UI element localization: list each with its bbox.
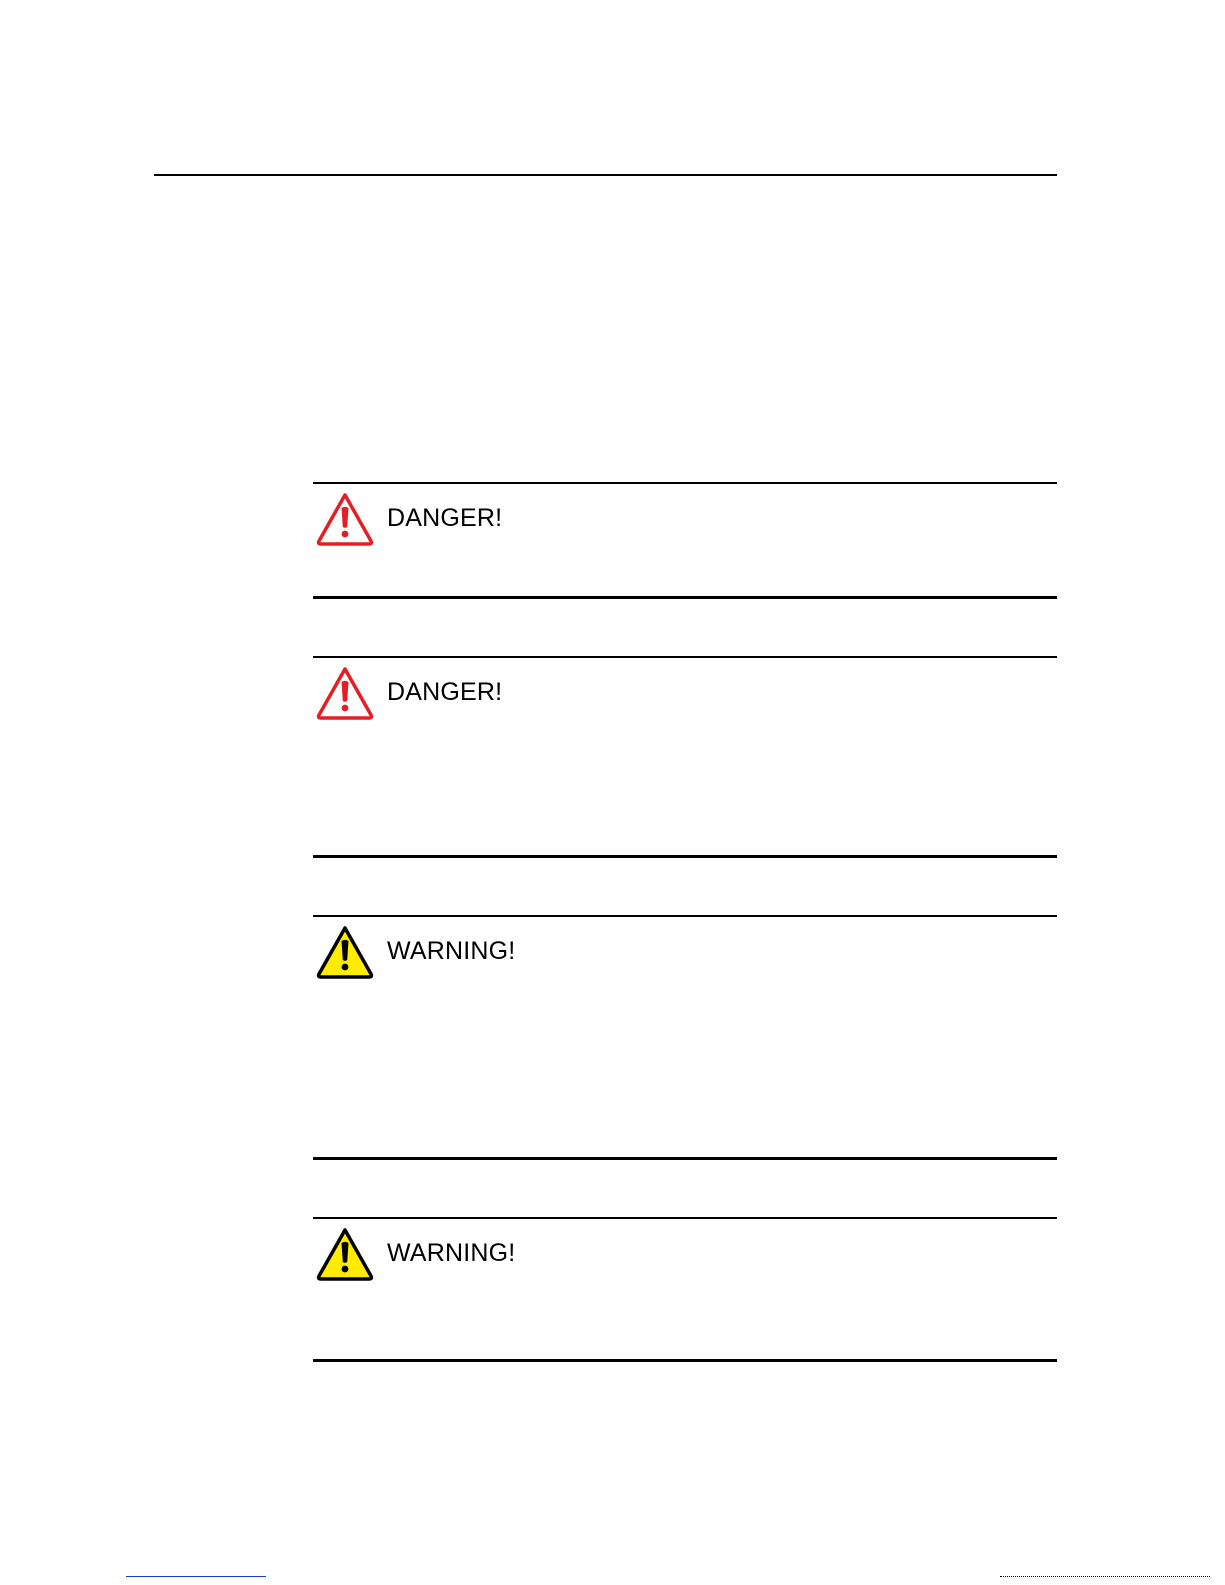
warning-notice [313, 915, 1057, 1160]
danger-warning-triangle-icon [315, 491, 375, 547]
footer-rule-fragment [1000, 1576, 1210, 1577]
danger-notice [313, 656, 1057, 858]
notice-label: WARNING! [387, 1239, 516, 1267]
notice-label: DANGER! [387, 504, 503, 532]
footer-link-underline [126, 1576, 266, 1577]
danger-notice [313, 482, 1057, 599]
danger-warning-triangle-icon [315, 665, 375, 721]
warning-notice [313, 1217, 1057, 1362]
caution-warning-triangle-icon [315, 1226, 375, 1282]
caution-warning-triangle-icon [315, 924, 375, 980]
notice-label: DANGER! [387, 678, 503, 706]
notice-label: WARNING! [387, 937, 516, 965]
header-rule [154, 174, 1057, 176]
